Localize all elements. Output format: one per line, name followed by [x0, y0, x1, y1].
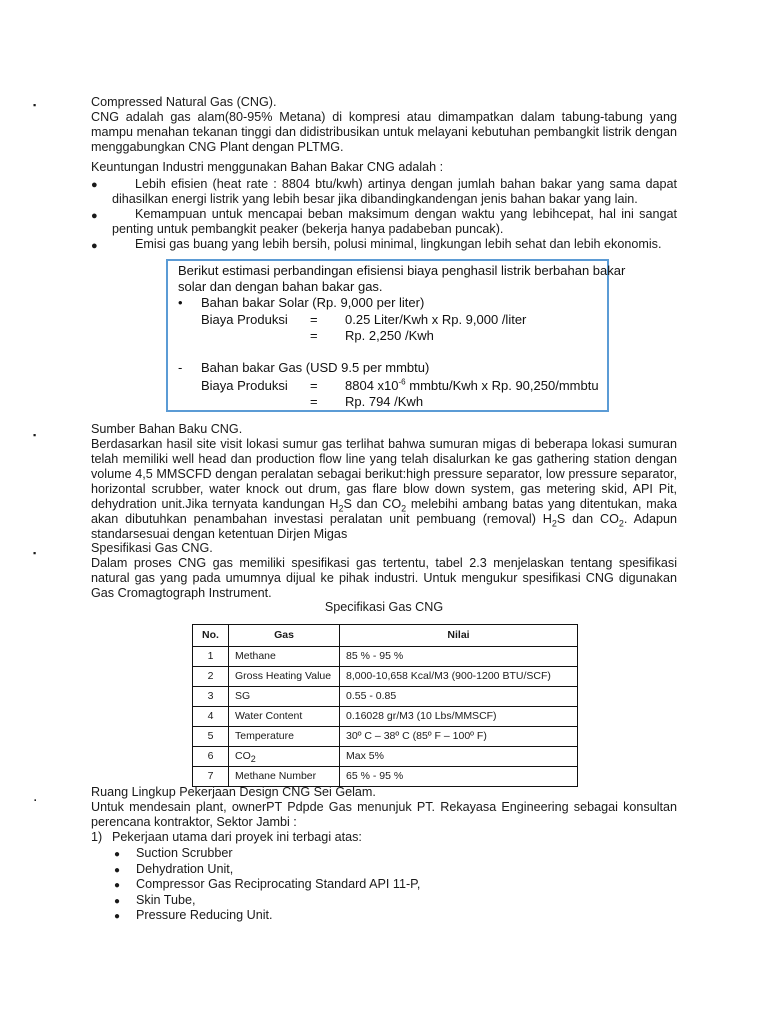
row-gas: Methane Number — [229, 767, 340, 787]
solar-biaya-label: Biaya Produksi — [201, 312, 288, 327]
sumber-line-6: akan dibutuhkan penambahan investasi peralatan unit pembuang (removal) $H_2S$ dan $CO_2$. Adapun — [91, 512, 677, 529]
row-no: 3 — [193, 687, 229, 707]
sumber-line-3: volume 4,5 MMSCFD dengan peralatan sebagai berikut:high pressure separator, low pressure separator, — [91, 467, 677, 481]
row-gas: SG — [229, 687, 340, 707]
ruang-item-5: Pressure Reducing Unit. — [136, 908, 273, 922]
cng-line-2: mampu menahan tekanan tinggi dan didistribusikan untuk melayani kebutuhan pembangkit listrik dengan — [91, 125, 677, 139]
cost-comparison-box — [166, 259, 626, 412]
row-nilai: 85 % - 95 % — [340, 647, 578, 667]
ruang-item-4: Skin Tube, — [136, 893, 196, 907]
gas-title: Bahan bakar Gas (USD 9.5 per mmbtu) — [201, 360, 430, 375]
table-header-row — [193, 625, 578, 647]
gas-biaya-label: Biaya Produksi — [201, 378, 288, 393]
numbered-text: Pekerjaan utama dari proyek ini terbagi atas: — [112, 830, 362, 844]
solar-eq-2: = — [310, 328, 318, 343]
callout-line-1: Berikut estimasi perbandingan efisiensi biaya penghasil listrik berbahan bakar — [178, 263, 626, 278]
ruang-item-2: Dehydration Unit, — [136, 862, 234, 876]
solar-title: Bahan bakar Solar (Rp. 9,000 per liter) — [201, 295, 425, 310]
ruang-line-1: Untuk mendesain plant, ownerPT Pdpde Gas menunjuk PT. Rekayasa Engineering sebagai konsultan — [91, 800, 677, 814]
sumber-line-1: Berdasarkan hasil site visit lokasi sumur gas terlihat bahwa sumuran migas di beberapa lokasi sumuran — [91, 437, 677, 451]
row-nilai: 0.55 - 0.85 — [340, 687, 578, 707]
gas-calc: 8804 $x10^{-6}$ mmbtu/Kwh x Rp. 90,250/mmbtu — [345, 377, 599, 393]
row-no: 1 — [193, 647, 229, 667]
spesifikasi-heading: Spesifikasi Gas CNG. — [91, 541, 213, 555]
list-bullet: ● — [114, 865, 121, 876]
list-bullet: ● — [114, 896, 121, 907]
sumber-line-2: telah memiliki well head dan production flow line yang telah disalurkan ke gas gathering station dengan — [91, 452, 677, 466]
row-no: 2 — [193, 667, 229, 687]
cng-line-3: menggabungkan CNG Plant dengan PLTMG. — [91, 140, 344, 154]
keuntungan-item-2-line-2: penting untuk pembangkit peaker (bekerja hanya padabeban puncak). — [112, 222, 504, 236]
gas-result: Rp. 794 /Kwh — [345, 394, 424, 409]
cng-heading: Compressed Natural Gas (CNG). — [91, 95, 277, 109]
row-nilai: 65 % - 95 % — [340, 767, 578, 787]
column-header-gas: Gas — [229, 625, 340, 647]
table-row — [193, 727, 578, 747]
row-no: 7 — [193, 767, 229, 787]
row-gas: Temperature — [229, 727, 340, 747]
list-bullet: ● — [114, 849, 121, 860]
table-row — [193, 747, 578, 767]
keuntungan-item-3 — [91, 237, 677, 252]
row-no: 5 — [193, 727, 229, 747]
row-gas: Water Content — [229, 707, 340, 727]
keuntungan-intro: Keuntungan Industri menggunakan Bahan Bakar CNG adalah : — [91, 160, 444, 174]
section-bullet: ▪ — [33, 548, 37, 558]
row-gas: CO2 — [229, 747, 340, 767]
callout-line-2: solar dan dengan bahan bakar gas. — [178, 279, 383, 294]
ruang-heading: Ruang Lingkup Pekerjaan Design CNG Sei Gelam. — [91, 785, 376, 799]
keuntungan-item-1 — [91, 177, 677, 207]
row-nilai: 30º C – 38º C (85º F – 100º F) — [340, 727, 578, 747]
keuntungan-item-2 — [91, 207, 677, 237]
section-bullet: ▪ — [33, 430, 37, 440]
row-no: 4 — [193, 707, 229, 727]
row-nilai: Max 5% — [340, 747, 578, 767]
ruang-line-2: perencana kontraktor, Sektor Jambi : — [91, 815, 297, 829]
section-bullet: . — [33, 788, 38, 805]
spec-table — [192, 624, 578, 787]
solar-eq-1: = — [310, 312, 318, 327]
table-caption: Specifikasi Gas CNG — [324, 600, 444, 614]
cng-section — [91, 95, 677, 155]
table-row — [193, 707, 578, 727]
table-row — [193, 647, 578, 667]
list-bullet: ● — [91, 240, 98, 252]
gas-bullet: - — [178, 360, 183, 375]
ruang-section — [91, 785, 677, 830]
column-header-no: No. — [193, 625, 229, 647]
list-bullet: ● — [91, 179, 98, 191]
keuntungan-item-2-line-1: Kemampuan untuk mencapai beban maksimum dengan waktu yang lebihcepat, hal ini sangat — [135, 207, 677, 221]
row-gas: Gross Heating Value — [229, 667, 340, 687]
row-nilai: 8,000-10,658 Kcal/M3 (900-1200 BTU/SCF) — [340, 667, 578, 687]
column-header-nilai: Nilai — [340, 625, 578, 647]
row-nilai: 0.16028 gr/M3 (10 Lbs/MMSCF) — [340, 707, 578, 727]
list-bullet: ● — [114, 880, 121, 891]
numbered-marker: 1) — [91, 830, 103, 844]
spesifikasi-line-2: natural gas yang pada umumnya dijual ke pihak industri. Untuk mengukur spesifikasi CNG digunakan — [91, 571, 677, 585]
row-gas: Methane — [229, 647, 340, 667]
sumber-section — [91, 422, 677, 542]
solar-calc: 0.25 Liter/Kwh x Rp. 9,000 /liter — [345, 312, 527, 327]
table-row — [193, 687, 578, 707]
list-bullet: ● — [114, 911, 121, 922]
table-row — [193, 667, 578, 687]
list-bullet: ● — [91, 210, 98, 222]
sumber-line-5: dehydration unit.Jika ternyata kandungan $H_2S$ dan $CO_2$ melebihi ambang batas yang ditentukan, maka — [91, 497, 677, 514]
solar-bullet: • — [178, 295, 183, 310]
spesifikasi-line-1: Dalam proses CNG gas memiliki spesifikasi gas tertentu, tabel 2.3 menjelaskan tentang spesifikasi — [91, 556, 677, 570]
spesifikasi-line-3: Gas Cromagtograph Instrument. — [91, 586, 272, 600]
keuntungan-item-3-line-1: Emisi gas buang yang lebih bersih, polusi minimal, lingkungan lebih sehat dan lebih ekonomis. — [135, 237, 662, 251]
solar-result: Rp. 2,250 /Kwh — [345, 328, 434, 343]
spesifikasi-section — [91, 541, 677, 601]
sumber-line-4: horizontal scrubber, water knock out drum, gas flare blow down system, gas metering skid, API Pit, — [91, 482, 677, 496]
table-row — [193, 767, 578, 787]
cng-line-1: CNG adalah gas alam(80-95% Metana) di kompresi atau dimampatkan dalam tabung-tabung yang — [91, 110, 677, 124]
gas-eq-2: = — [310, 394, 318, 409]
keuntungan-item-1-line-2: dihasilkan energi listrik yang lebih besar jika dibandingkandengan jenis bahan bakar yang lain. — [112, 192, 638, 206]
sumber-line-7: standarsesuai dengan ketentuan Dirjen Migas — [91, 527, 348, 541]
ruang-item-3: Compressor Gas Reciprocating Standard API 11-P, — [136, 877, 421, 891]
keuntungan-item-1-line-1: Lebih efisien (heat rate : 8804 btu/kwh) artinya dengan jumlah bahan bakar yang sama dapat — [135, 177, 677, 191]
sumber-heading: Sumber Bahan Baku CNG. — [91, 422, 243, 436]
ruang-item-1: Suction Scrubber — [136, 846, 233, 860]
section-bullet: ▪ — [33, 100, 37, 110]
gas-eq-1: = — [310, 378, 318, 393]
row-no: 6 — [193, 747, 229, 767]
